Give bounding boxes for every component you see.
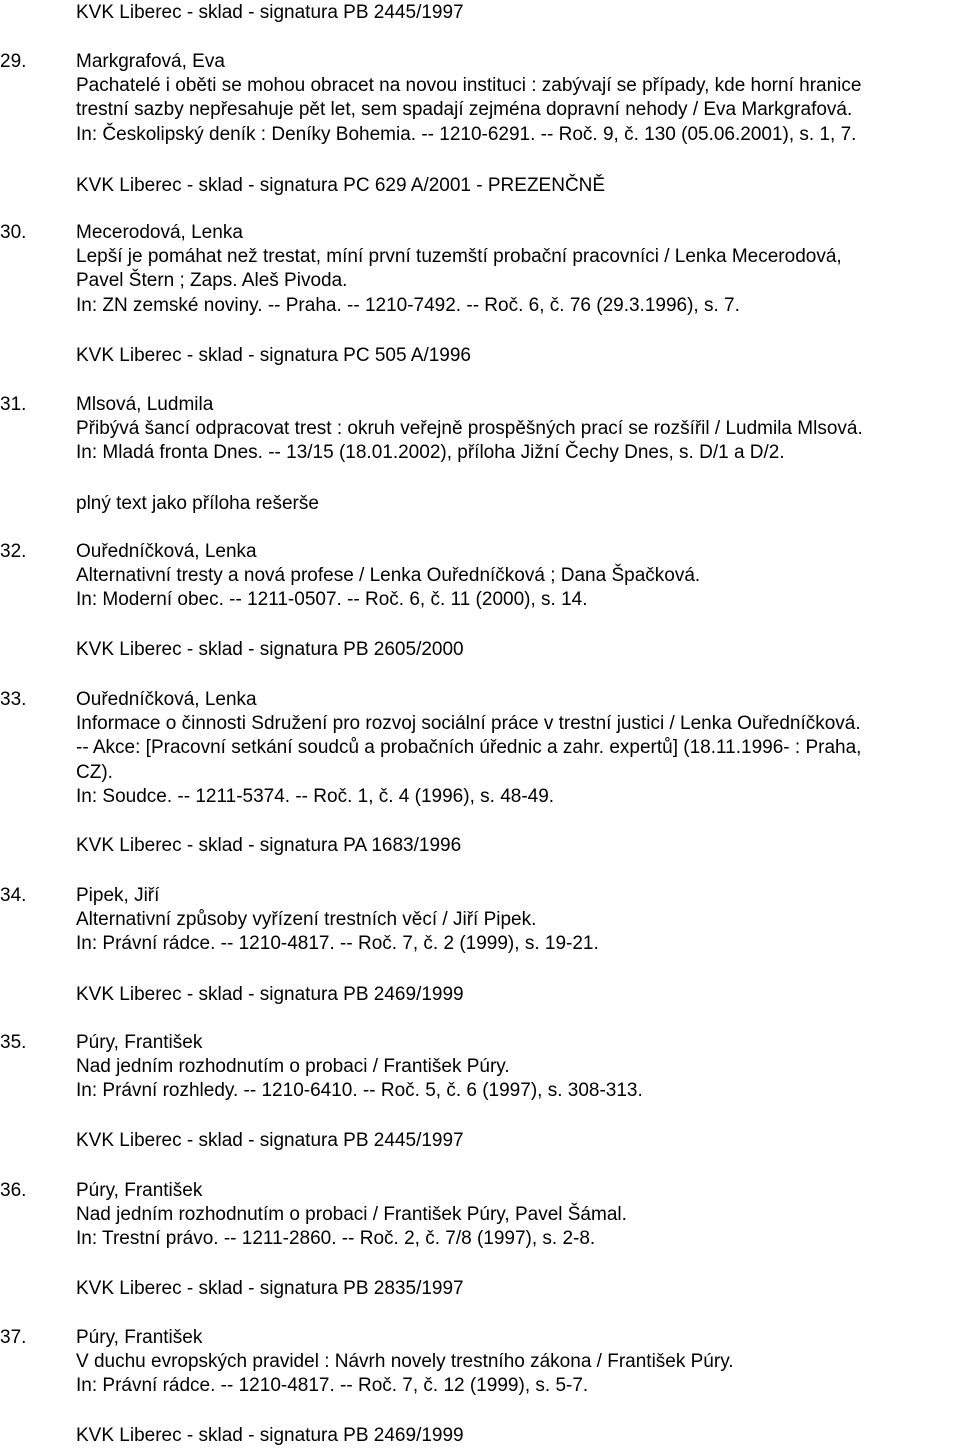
bibliography-entry [0, 393, 960, 466]
entry-line: trestní sazby nepřesahuje pět let, sem spadají zejména dopravní nehody / Eva Markgrafová. [76, 99, 853, 121]
entry-number: 32. [0, 541, 27, 562]
entry-author: Mecerodová, Lenka [76, 222, 243, 243]
entry-author: Púry, František [76, 1327, 203, 1348]
entry-line: V duchu evropských pravidel : Návrh novely trestního zákona / František Púry. [76, 1351, 734, 1373]
entry-line: Pavel Štern ; Zaps. Aleš Pivoda. [76, 270, 348, 292]
entry-number: 36. [0, 1180, 27, 1201]
bibliography-entry [0, 221, 960, 318]
bibliography-entry [0, 50, 960, 147]
entry-author: Pipek, Jiří [76, 885, 160, 906]
entry-line: In: Trestní právo. -- 1211-2860. -- Roč. 2, č. 7/8 (1997), s. 2-8. [76, 1228, 596, 1250]
entry-signature: KVK Liberec - sklad - signatura PB 2835/1997 [76, 1278, 464, 1299]
entry-note: plný text jako příloha rešerše [76, 493, 319, 514]
entry-author: Púry, František [76, 1180, 203, 1201]
entry-signature: KVK Liberec - sklad - signatura PC 505 A/1996 [76, 345, 472, 366]
entry-line: Nad jedním rozhodnutím o probaci / František Púry, Pavel Šámal. [76, 1204, 627, 1226]
entry-signature: KVK Liberec - sklad - signatura PB 2469/1999 [76, 984, 464, 1005]
bibliography-entry [0, 1179, 960, 1252]
entry-signature: KVK Liberec - sklad - signatura PC 629 A/2001 - PREZENČNĚ [76, 175, 606, 196]
entry-number: 34. [0, 885, 27, 906]
entry-line: In: Právní rádce. -- 1210-4817. -- Roč. 7, č. 12 (1999), s. 5-7. [76, 1375, 589, 1397]
entry-line: Přibývá šancí odpracovat trest : okruh veřejně prospěšných prací se rozšířil / Ludmila Mlsová. [76, 418, 863, 440]
entry-line: Nad jedním rozhodnutím o probaci / František Púry. [76, 1056, 510, 1078]
entry-line: Alternativní způsoby vyřízení trestních věcí / Jiří Pipek. [76, 909, 537, 931]
entry-line: In: Soudce. -- 1211-5374. -- Roč. 1, č. 4 (1996), s. 48-49. [76, 785, 555, 807]
entry-line: In: Právní rozhledy. -- 1210-6410. -- Roč. 5, č. 6 (1997), s. 308-313. [76, 1080, 643, 1102]
bibliography-entry [0, 1326, 960, 1399]
entry-signature: KVK Liberec - sklad - signatura PB 2445/1997 [76, 1130, 464, 1151]
entry-signature: KVK Liberec - sklad - signatura PB 2605/2000 [76, 639, 464, 660]
entry-line: Lepší je pomáhat než trestat, míní první tuzemští probační pracovníci / Lenka Mecerodová, [76, 246, 842, 268]
entry-number: 37. [0, 1327, 27, 1348]
bibliography-entry [0, 688, 960, 809]
entry-line: In: Moderní obec. -- 1211-0507. -- Roč. 6, č. 11 (2000), s. 14. [76, 589, 588, 611]
entry-number: 31. [0, 394, 27, 415]
bibliography-entry [0, 540, 960, 613]
bibliography-entry [0, 1031, 960, 1104]
entry-number: 33. [0, 689, 27, 710]
entry-line: CZ). [76, 761, 113, 783]
entry-signature: KVK Liberec - sklad - signatura PA 1683/1996 [76, 835, 462, 856]
entry-line: Pachatelé i oběti se mohou obracet na novou instituci : zabývají se případy, kde horní hranice [76, 75, 862, 97]
entry-line: Informace o činnosti Sdružení pro rozvoj sociální práce v trestní justici / Lenka Ouředníčková. [76, 713, 861, 735]
entry-signature: KVK Liberec - sklad - signatura PB 2469/1999 [76, 1425, 464, 1446]
entry-author: Púry, František [76, 1032, 203, 1053]
entry-author: Ouředníčková, Lenka [76, 541, 257, 562]
entry-author: Mlsová, Ludmila [76, 394, 214, 415]
entry-line: In: ZN zemské noviny. -- Praha. -- 1210-7492. -- Roč. 6, č. 76 (29.3.1996), s. 7. [76, 294, 740, 316]
top-signature: KVK Liberec - sklad - signatura PB 2445/1997 [76, 2, 464, 23]
entry-author: Ouředníčková, Lenka [76, 689, 257, 710]
bibliography-entry [0, 884, 960, 957]
entry-line: In: Českolipský deník : Deníky Bohemia. -- 1210-6291. -- Roč. 9, č. 130 (05.06.2001), s. 1, 7. [76, 123, 857, 145]
entry-author: Markgrafová, Eva [76, 51, 225, 72]
entry-line: In: Právní rádce. -- 1210-4817. -- Roč. 7, č. 2 (1999), s. 19-21. [76, 933, 599, 955]
entry-line: -- Akce: [Pracovní setkání soudců a probačních úřednic a zahr. expertů] (18.11.1996- : Praha, [76, 737, 862, 759]
entry-line: Alternativní tresty a nová profese / Lenka Ouředníčková ; Dana Špačková. [76, 565, 701, 587]
entry-line: In: Mladá fronta Dnes. -- 13/15 (18.01.2002), příloha Jižní Čechy Dnes, s. D/1 a D/2. [76, 442, 785, 464]
entry-number: 29. [0, 51, 27, 72]
entry-number: 35. [0, 1032, 27, 1053]
entry-number: 30. [0, 222, 27, 243]
